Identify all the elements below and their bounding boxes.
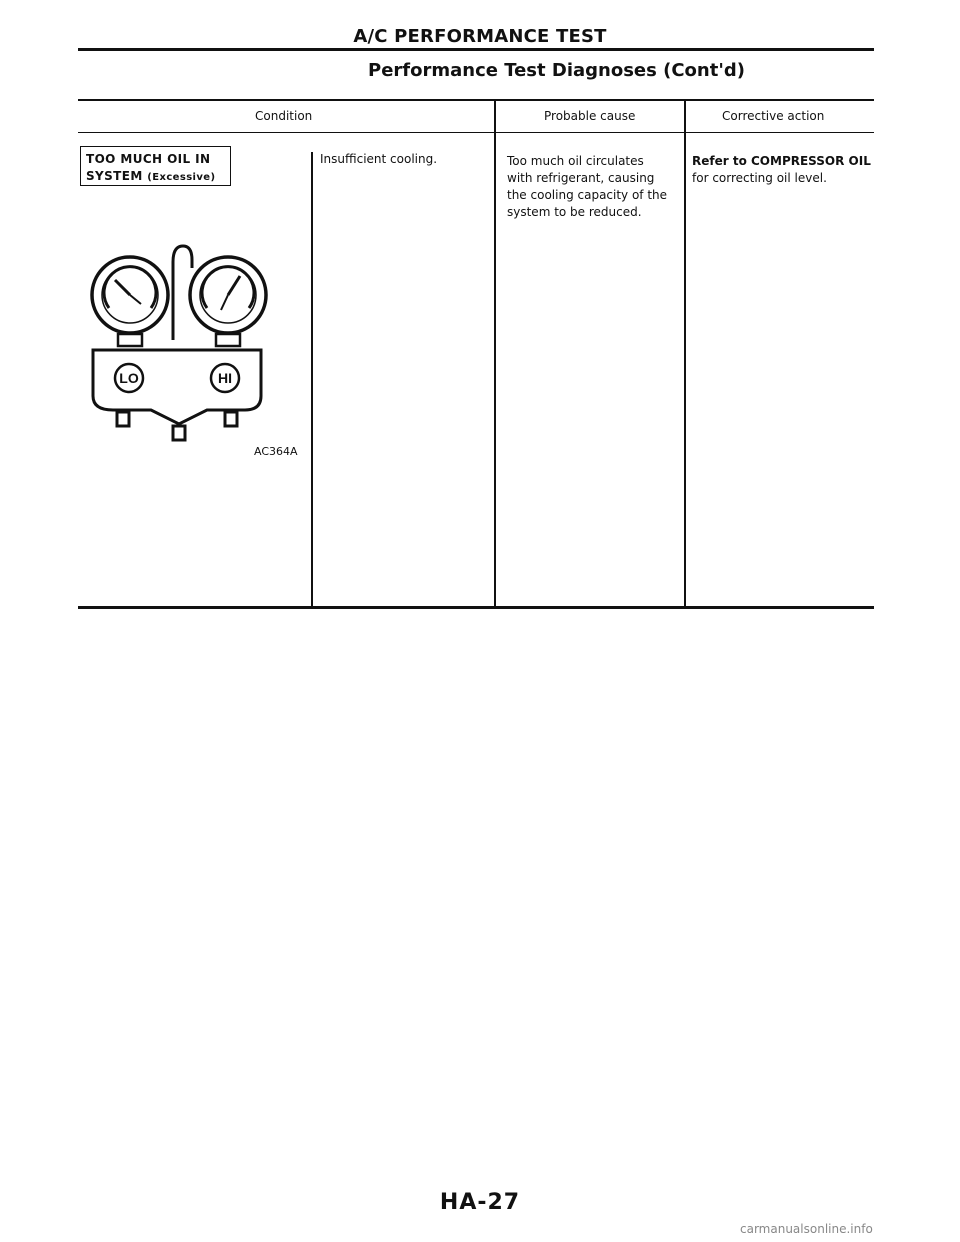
column-divider bbox=[494, 99, 496, 607]
symptom-text: Insufficient cooling. bbox=[320, 152, 438, 166]
hi-label: HI bbox=[218, 370, 232, 386]
probable-cause-line: system to be reduced. bbox=[507, 205, 642, 219]
corrective-action-line-1: Refer to COMPRESSOR OIL bbox=[692, 154, 871, 168]
low-pressure-gauge bbox=[92, 257, 168, 346]
table-bottom-rule bbox=[78, 606, 874, 609]
column-divider bbox=[684, 99, 686, 607]
manifold-gauge-illustration bbox=[85, 238, 275, 450]
condition-line-1: TOO MUCH OIL IN bbox=[86, 152, 211, 166]
table-header-rule bbox=[78, 132, 874, 133]
condition-line-2 bbox=[86, 168, 230, 186]
probable-cause-line: the cooling capacity of the bbox=[507, 188, 668, 202]
table-top-rule bbox=[78, 99, 874, 101]
lo-label: LO bbox=[119, 370, 139, 386]
column-header-corrective-action: Corrective action bbox=[722, 109, 825, 123]
corrective-action-line-2: for correcting oil level. bbox=[692, 171, 827, 185]
condition-box bbox=[80, 146, 231, 186]
corrective-action-cell bbox=[692, 153, 871, 187]
high-pressure-gauge bbox=[190, 257, 266, 346]
sub-title: Performance Test Diagnoses (Cont'd) bbox=[368, 60, 745, 81]
probable-cause-line: Too much oil circulates bbox=[507, 154, 644, 168]
watermark: carmanualsonline.info bbox=[740, 1222, 873, 1236]
section-title: A/C PERFORMANCE TEST bbox=[353, 26, 607, 47]
probable-cause-cell bbox=[507, 153, 667, 221]
condition-system: SYSTEM bbox=[86, 169, 148, 183]
title-rule bbox=[78, 48, 874, 51]
probable-cause-line: with refrigerant, causing bbox=[507, 171, 655, 185]
column-header-probable-cause: Probable cause bbox=[544, 109, 636, 123]
condition-excessive: (Excessive) bbox=[147, 172, 216, 183]
page-number: HA-27 bbox=[439, 1190, 521, 1215]
figure-code: AC364A bbox=[254, 445, 298, 458]
column-divider bbox=[311, 152, 313, 607]
column-header-condition: Condition bbox=[255, 109, 313, 123]
manifold-body bbox=[93, 350, 261, 440]
